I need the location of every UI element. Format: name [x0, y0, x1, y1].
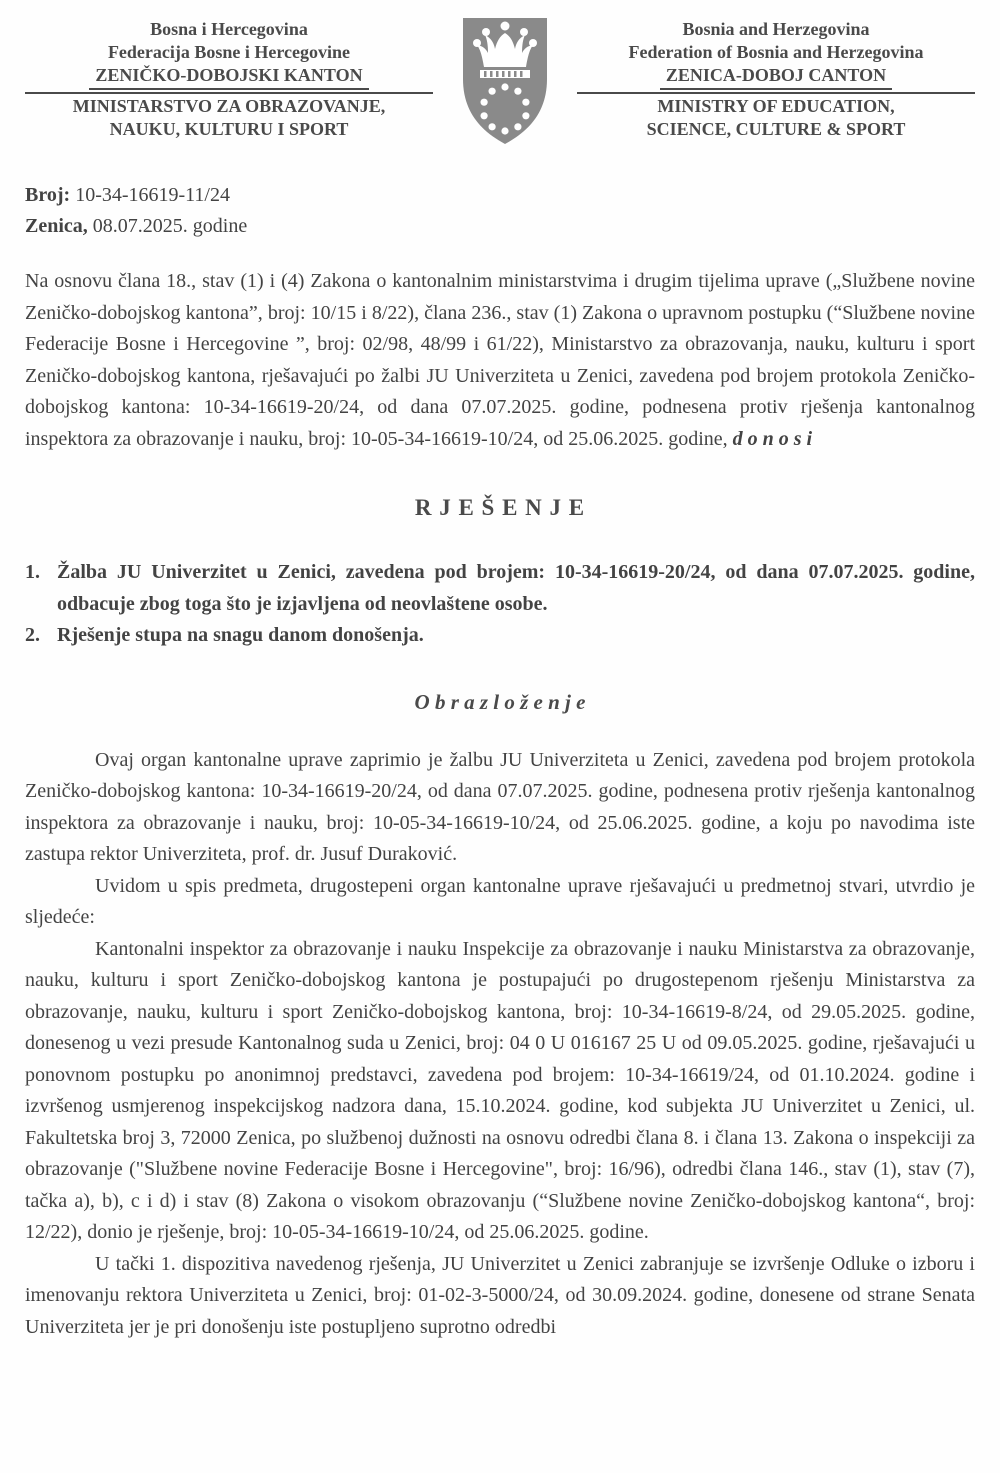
explanation-paragraph-4: U tački 1. dispozitiva navedenog rješenja, JU Univerzitet u Zenici zabranjuje se izvršenje Odluke o izboru i imenovanju rektora Univerziteta u Zenici, broj: 01-02-3-5000/24, od 30.09.2024. godine, donesene od strane Senata Univerziteta jer je pri donošenju iste postupljeno suprotno odredbi — [25, 1252, 975, 1338]
country-name-bs: Bosna i Hercegovina — [150, 19, 308, 39]
decision-items — [25, 557, 975, 652]
number-label: Broj: — [25, 184, 71, 206]
explanation-paragraph-1: Ovaj organ kantonalne uprave zaprimio je žalbu JU Univerziteta u Zenici, zavedena pod brojem protokola Zeničko-dobojskog kantona: 10-34-16619-20/24, od dana 07.07.2025. godine, podnesena protiv rješenja kantonalnog inspektora za obrazovanje i nauku, broj: 10-05-34-16619-10/24, od 25.06.2025. godine, a koju po navodima iste zastupa rektor Univerziteta, prof. dr. Jusuf Duraković. — [25, 748, 975, 865]
explanation-paragraph-3: Kantonalni inspektor za obrazovanje i nauku Inspekcije za obrazovanje i nauku Ministarstva za obrazovanje, nauku, kulturu i sport Zeničko-dobojskog kantona je postupajući po drugostepenom rješenju Ministarstva za obrazovanje, nauku, kulturu i sport Zeničko-dobojskog kantona, broj: 10-34-16619-8/24, od 29.05.2025. godine, donesenog u vezi presude Kantonalnog suda u Zenici, broj: 04 0 U 016167 25 U od 09.05.2025. godine, rješavajući u ponovnom postupku po anonimnoj predstavci, zavedena pod brojem: 10-34-16619/24, od 01.10.2024. godine i izvršenog usmjerenog inspekcijskog nadzora dana, 15.10.2024. godine, kod subjekta JU Univerzitet u Zenici, ul. Fakultetska broj 3, 72000 Zenica, po službenoj dužnosti na osnovu odredbi člana 8. i člana 13. Zakona o inspekciji za obrazovanje ("Službene novine Federacije Bosne i Hercegovine", broj: 16/96), odredbi člana 146., stav (1), stav (7), tačka a), b), c i d) i stav (8) Zakona o visokom obrazovanju (“Službene novine Zeničko-dobojskog kantona“, broj: 12/22), donio je rješenje, broj: 10-05-34-16619-10/24, od 25.06.2025. godine. — [25, 937, 975, 1243]
item-1-text: Žalba JU Univerzitet u Zenici, zavedena pod brojem: 10-34-16619-20/24, od dana 07.07.2025. godine, odbacuje zbog toga što je izjavljena od neovlaštene osobe. — [57, 561, 975, 615]
preamble-paragraph — [25, 266, 975, 455]
decision-item-2 — [25, 620, 975, 652]
letterhead-bosnian — [25, 15, 433, 141]
place-label: Zenica, — [25, 215, 88, 237]
ministry-name-en-line1: MINISTRY OF EDUCATION, — [657, 96, 895, 116]
coat-of-arms-icon — [453, 15, 557, 154]
country-name-en: Bosnia and Herzegovina — [682, 19, 870, 39]
ministry-name-en-line2: SCIENCE, CULTURE & SPORT — [646, 119, 906, 139]
donosi-word: d o n o s i — [732, 427, 813, 450]
item-2-number: 2. — [25, 624, 40, 646]
preamble-text: Na osnovu člana 18., stav (1) i (4) Zakona o kantonalnim ministarstvima i drugim tijelima uprave („Službene novine Zeničko-dobojskog kantona”, broj: 10/15 i 8/22), člana 236., stav (1) Zakona o upravnom postupku (“Službene novine Federacije Bosne i Hercegovine ”, broj: 02/98, 48/99 i 61/22), Ministarstvo za obrazovanja, nauku, kulturu i sport Zeničko-dobojskog kantona, rješavajući po žalbi JU Univerziteta u Zenici, zavedena pod brojem protokola Zeničko-dobojskog kantona: 10-34-16619-20/24, od dana 07.07.2025. godine, podnesena protiv rješenja kantonalnog inspektora za obrazovanje i nauku, broj: 10-05-34-16619-10/24, od 25.06.2025. godine, — [25, 270, 975, 450]
decision-title: R J E Š E N J E — [414, 495, 586, 520]
letterhead — [25, 15, 975, 154]
ministry-name-bs-line2: NAUKU, KULTURU I SPORT — [109, 119, 349, 139]
document-meta — [25, 180, 975, 242]
item-2-text: Rješenje stupa na snagu danom donošenja. — [57, 624, 424, 646]
document-number-line — [25, 180, 975, 211]
canton-name-en: ZENICA-DOBOJ CANTON — [577, 64, 975, 90]
federation-name-en: Federation of Bosnia and Herzegovina — [628, 42, 924, 62]
federation-name-bs: Federacija Bosne i Hercegovine — [107, 42, 351, 62]
item-1-number: 1. — [25, 561, 40, 583]
explanation-paragraph-2: Uvidom u spis predmeta, drugostepeni organ kantonalne uprave rješavajući u predmetnoj stvari, utvrdio je sljedeće: — [25, 874, 975, 928]
decision-item-1 — [25, 557, 975, 620]
explanation-title: O b r a z l o ž e n j e — [414, 689, 586, 714]
ministry-name-bs-line1: MINISTARSTVO ZA OBRAZOVANJE, — [72, 96, 386, 116]
canton-name-bs: ZENIČKO-DOBOJSKI KANTON — [25, 64, 433, 90]
date-value: 08.07.2025. godine — [87, 215, 248, 237]
letterhead-english — [577, 15, 975, 141]
place-date-line — [25, 211, 975, 242]
number-value: 10-34-16619-11/24 — [70, 184, 230, 206]
header-divider-right — [577, 92, 975, 94]
header-divider-left — [25, 92, 433, 94]
